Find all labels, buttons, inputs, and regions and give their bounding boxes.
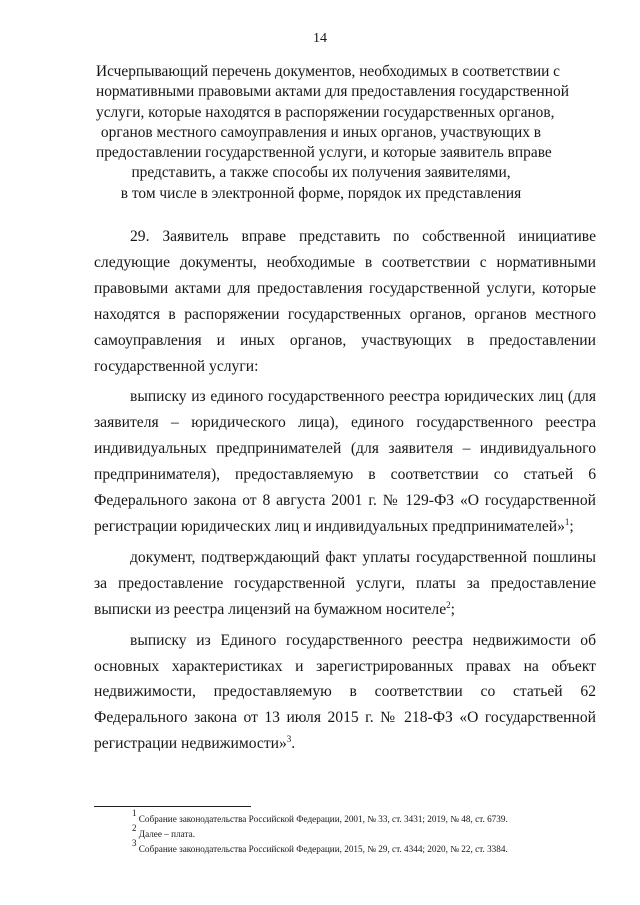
footnote-mark: 1: [132, 808, 137, 818]
paragraph-text: документ, подтверждающий факт уплаты государственной пошлины за предоставление государственной услуги, платы за предоставление выписки из реестра лицензий на бумажном носителе: [94, 548, 596, 618]
section-heading: [96, 62, 569, 204]
heading-line: предоставлении государственной услуги, и которые заявитель вправе: [96, 144, 552, 162]
footnote-separator: [94, 806, 251, 807]
footnote-text: Далее – плата.: [138, 829, 195, 839]
footnote-ref: 2: [446, 599, 451, 610]
paragraph-text: 29. Заявитель вправе представить по собственной инициативе следующие документы, необходимые в соответствии с нормативными правовыми актами для предоставления государственной услуги, которые находятся в распоряжении государственных органов, органов местного самоуправления и иных органов, участвующих в предоставлении государственной услуги:: [94, 228, 596, 375]
page-number: 14: [313, 31, 327, 46]
footnote: [132, 838, 602, 857]
paragraph-tail: ;: [450, 600, 455, 618]
footnote: [132, 823, 602, 842]
paragraph-tail: .: [291, 735, 296, 753]
paragraph-fee-document: [94, 545, 596, 623]
heading-line: в том числе в электронной форме, порядок их представления: [120, 184, 522, 202]
footnote-ref: 1: [564, 516, 570, 527]
heading-line: органов местного самоуправления и иных органов, участвующих в: [100, 123, 542, 141]
heading-line: Исчерпывающий перечень документов, необходимых в соответствии с: [96, 63, 561, 80]
paragraph-egrul-extract: [94, 384, 596, 539]
body-text: [94, 224, 596, 757]
paragraph-29: [94, 224, 596, 379]
footnote-mark: 2: [132, 823, 137, 833]
footnote: [132, 808, 602, 827]
heading-line: услуги, которые находятся в распоряжении государственных органов,: [96, 103, 555, 121]
footnote-ref: 3: [286, 734, 292, 745]
heading-line: представить, а также способы их получения заявителями,: [131, 164, 511, 182]
footnotes: [132, 808, 602, 857]
heading-line: нормативными правовыми актами для предоставления государственной: [96, 83, 569, 101]
paragraph-text: выписку из единого государственного реестра юридических лиц (для заявителя – юридического лица), единого государственного реестра индивидуальных предпринимателей (для заявителя – индивидуального предпринимателя), предоставляемую в соответствии со статьей 6 Федерального закона от 8 августа 2001 г. № 129-ФЗ «О государственной регистрации юридических лиц и индивидуальных предпринимателей»: [94, 388, 596, 535]
paragraph-egrn-extract: [94, 628, 596, 758]
paragraph-text: выписку из Единого государственного реестра недвижимости об основных характеристиках и зарегистрированных правах на объект недвижимости, предоставляемую в соответствии со статьей 62 Федерального закона от 13 июля 2015 г. № 218-ФЗ «О государственной регистрации недвижимости»: [94, 631, 596, 753]
footnote-mark: 3: [132, 838, 137, 848]
footnote-text: Собрание законодательства Российской Федерации, 2001, № 33, ст. 3431; 2019, № 48, ст. 6739.: [138, 814, 508, 824]
paragraph-tail: ;: [569, 517, 574, 535]
footnote-text: Собрание законодательства Российской Федерации, 2015, № 29, ст. 4344; 2020, № 22, ст. 3384.: [138, 844, 508, 854]
